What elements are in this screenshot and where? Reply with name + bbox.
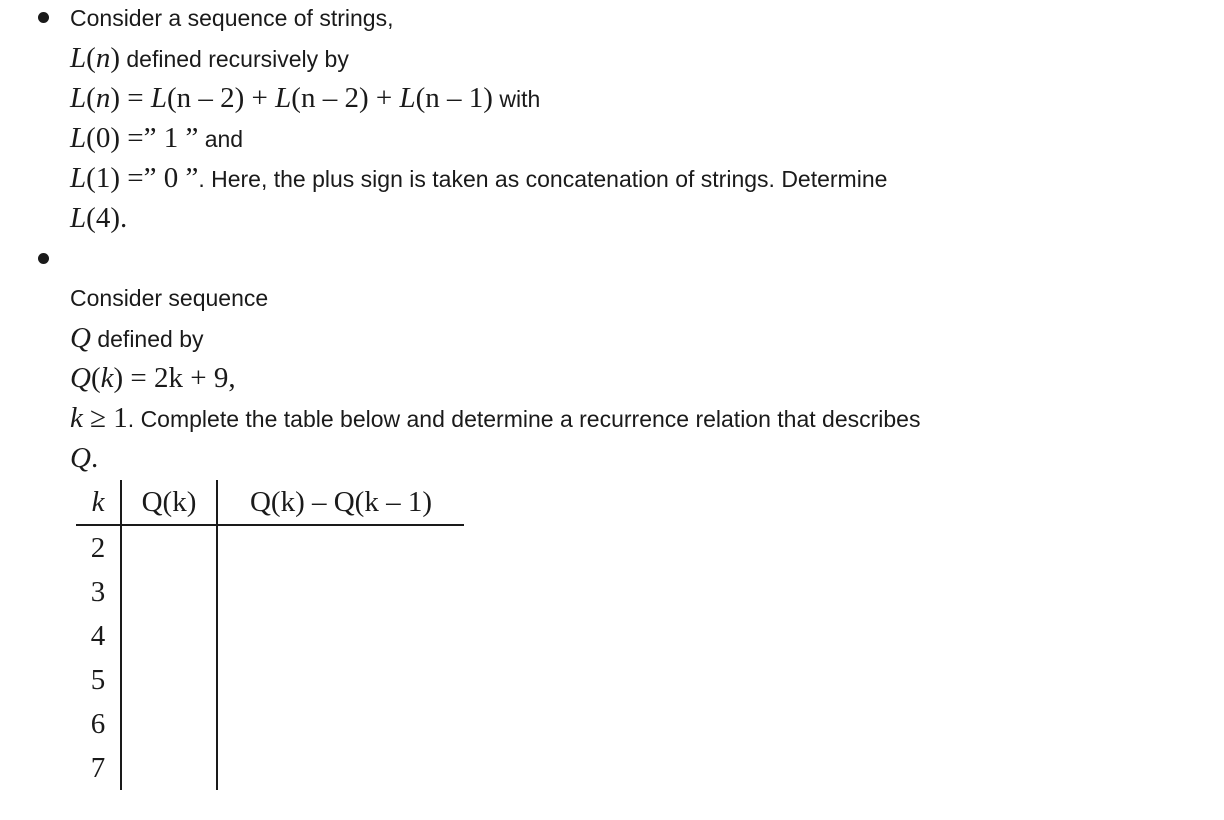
cell-k: 4 bbox=[76, 614, 121, 658]
cell-k: 5 bbox=[76, 658, 121, 702]
table-header-row bbox=[76, 480, 464, 525]
table-row bbox=[76, 614, 464, 658]
cell-qk[interactable] bbox=[121, 614, 217, 658]
list-bullet-1 bbox=[38, 12, 49, 23]
p2-defined-line: Q defined by bbox=[70, 322, 204, 354]
p1-recurrence: L(n) = L(n – 2) + L(n – 2) + L(n – 1) with bbox=[70, 82, 541, 114]
cell-diff[interactable] bbox=[217, 702, 464, 746]
cell-qk[interactable] bbox=[121, 702, 217, 746]
cell-k: 3 bbox=[76, 570, 121, 614]
cell-qk[interactable] bbox=[121, 746, 217, 790]
p2-condition: k ≥ 1. Complete the table below and determine a recurrence relation that describes bbox=[70, 402, 921, 434]
p2-intro: Consider sequence bbox=[70, 285, 269, 311]
p1-initial-0: L(0) =” 1 ” and bbox=[70, 122, 244, 154]
p1-seq-symbol: L(n) bbox=[70, 42, 120, 74]
cell-k: 6 bbox=[76, 702, 121, 746]
table-row bbox=[76, 658, 464, 702]
p1-defined-line: L(n) defined recursively by bbox=[70, 42, 349, 74]
cell-diff[interactable] bbox=[217, 525, 464, 570]
p1-initial-1: L(1) =” 0 ”. Here, the plus sign is taken as concatenation of strings. Determine bbox=[70, 162, 888, 194]
p2-formula: Q(k) = 2k + 9, bbox=[70, 362, 236, 394]
cell-k: 2 bbox=[76, 525, 121, 570]
p1-target: L(4). bbox=[70, 202, 128, 234]
table-row bbox=[76, 525, 464, 570]
cell-diff[interactable] bbox=[217, 658, 464, 702]
cell-diff[interactable] bbox=[217, 746, 464, 790]
cell-diff[interactable] bbox=[217, 614, 464, 658]
header-k: k bbox=[76, 480, 121, 525]
cell-k: 7 bbox=[76, 746, 121, 790]
p1-intro: Consider a sequence of strings, bbox=[70, 5, 394, 31]
cell-qk[interactable] bbox=[121, 570, 217, 614]
cell-qk[interactable] bbox=[121, 658, 217, 702]
table-row bbox=[76, 702, 464, 746]
header-qk: Q(k) bbox=[121, 480, 217, 525]
recurrence-table bbox=[76, 480, 464, 790]
cell-diff[interactable] bbox=[217, 570, 464, 614]
header-diff: Q(k) – Q(k – 1) bbox=[217, 480, 464, 525]
table-row bbox=[76, 570, 464, 614]
cell-qk[interactable] bbox=[121, 525, 217, 570]
list-bullet-2 bbox=[38, 253, 49, 264]
p2-seq-end: Q. bbox=[70, 442, 99, 474]
table-row bbox=[76, 746, 464, 790]
